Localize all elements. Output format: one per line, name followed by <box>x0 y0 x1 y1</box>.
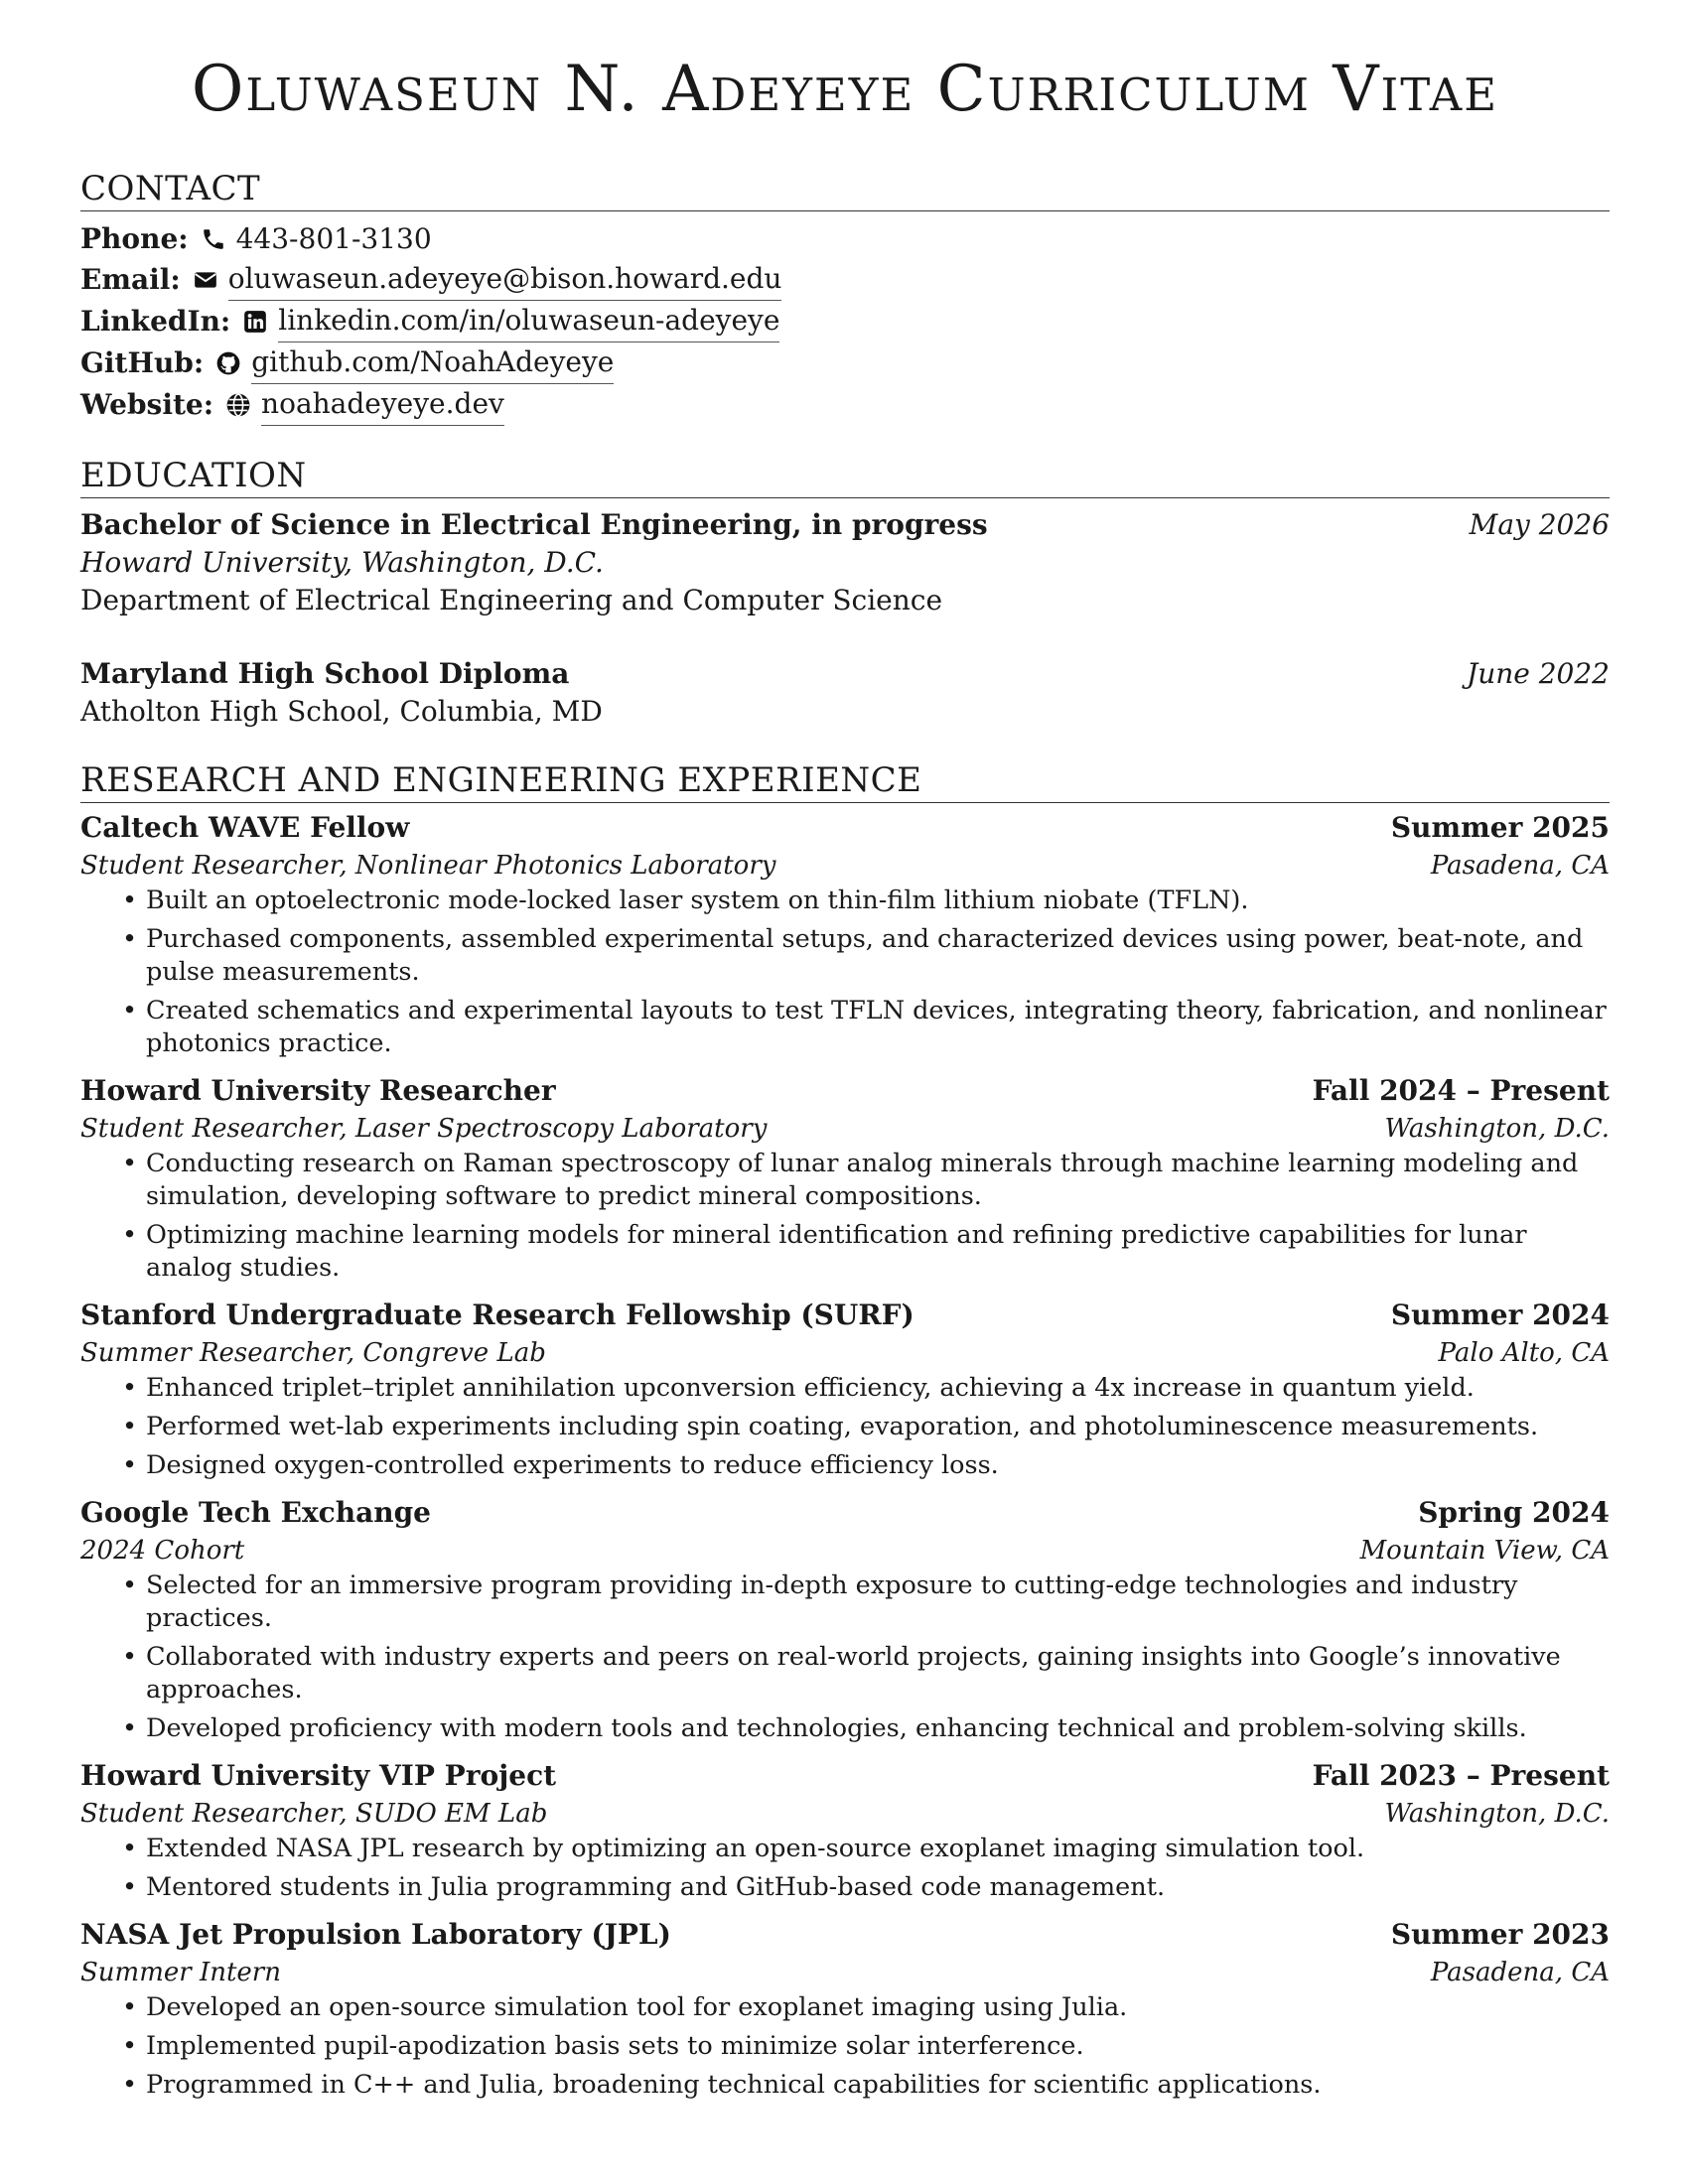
experience-entry <box>80 809 1610 1060</box>
organization: Google Tech Exchange <box>80 1496 431 1529</box>
location: Mountain View, CA <box>1359 1536 1610 1566</box>
list-item: • Extended NASA JPL research by optimizing an open-source exoplanet imaging simulation tool. <box>146 1833 1610 1865</box>
role: Student Researcher, Laser Spectroscopy Laboratory <box>80 1114 768 1144</box>
experience-subheader <box>80 1532 1610 1570</box>
list-item: • Designed oxygen-controlled experiments to reduce efficiency loss. <box>146 1449 1610 1482</box>
date: June 2022 <box>1466 657 1610 690</box>
github-icon <box>215 350 241 376</box>
experience-header <box>80 809 1610 847</box>
bullet-list <box>80 1372 1610 1482</box>
website-link[interactable]: noahadeyeye.dev <box>261 384 504 426</box>
experience-entry <box>80 1494 1610 1745</box>
date: Fall 2023 – Present <box>1312 1759 1610 1792</box>
experience-subheader <box>80 1334 1610 1372</box>
school: Atholton High School, Columbia, MD <box>80 695 603 728</box>
experience-entry <box>80 1072 1610 1285</box>
date: Fall 2024 – Present <box>1312 1074 1610 1107</box>
education-entry <box>80 655 1610 731</box>
education-entry <box>80 506 1610 619</box>
list-item: • Programmed in C++ and Julia, broadening technical capabilities for scientific applications. <box>146 2069 1610 2102</box>
experience-header <box>80 1494 1610 1532</box>
list-item: • Conducting research on Raman spectroscopy of lunar analog minerals through machine learning modeling and simulation, developing software to predict mineral compositions. <box>146 1148 1610 1213</box>
contact-label: Website: <box>80 388 214 421</box>
linkedin-icon <box>242 309 268 335</box>
date: Spring 2024 <box>1418 1496 1610 1529</box>
department: Department of Electrical Engineering and Computer Science <box>80 584 943 616</box>
contact-label: LinkedIn: <box>80 305 231 338</box>
organization: Stanford Undergraduate Research Fellowship (SURF) <box>80 1298 914 1331</box>
contact-email <box>80 259 1610 301</box>
role: Student Researcher, SUDO EM Lab <box>80 1799 548 1829</box>
experience-subheader <box>80 847 1610 885</box>
list-item: • Collaborated with industry experts and peers on real-world projects, gaining insights into Google’s innovative approaches. <box>146 1641 1610 1706</box>
list-item: • Developed an open-source simulation tool for exoplanet imaging using Julia. <box>146 1991 1610 2024</box>
experience-section <box>80 760 1610 2102</box>
list-item: • Selected for an immersive program providing in-depth exposure to cutting-edge technologies and industry practices. <box>146 1570 1610 1635</box>
envelope-icon <box>193 267 218 293</box>
section-title-contact: CONTACT <box>80 169 1610 211</box>
bullet-list <box>80 1991 1610 2102</box>
globe-icon <box>225 392 251 418</box>
page-title: Oluwaseun N. Adeyeye Curriculum Vitae <box>191 53 1499 126</box>
bullet-list <box>80 1570 1610 1745</box>
list-item: • Purchased components, assembled experimental setups, and characterized devices using power, beat-note, and pulse measurements. <box>146 923 1610 989</box>
contact-website <box>80 384 1610 426</box>
experience-header <box>80 1916 1610 1954</box>
email-link[interactable]: oluwaseun.adeyeye@bison.howard.edu <box>228 259 782 301</box>
list-item: • Created schematics and experimental layouts to test TFLN devices, integrating theory, fabrication, and nonlinear photonics practice. <box>146 995 1610 1060</box>
contact-section <box>80 169 1610 426</box>
contact-value: 443-801-3130 <box>235 222 432 255</box>
location: Washington, D.C. <box>1384 1114 1610 1144</box>
organization: Howard University VIP Project <box>80 1759 557 1792</box>
experience-header <box>80 1072 1610 1110</box>
list-item: • Performed wet-lab experiments including spin coating, evaporation, and photoluminescence measurements. <box>146 1411 1610 1443</box>
list-item: • Implemented pupil-apodization basis sets to minimize solar interference. <box>146 2030 1610 2063</box>
role: Student Researcher, Nonlinear Photonics Laboratory <box>80 851 776 881</box>
section-title-experience: RESEARCH AND ENGINEERING EXPERIENCE <box>80 760 1610 803</box>
organization: NASA Jet Propulsion Laboratory (JPL) <box>80 1918 671 1951</box>
phone-icon <box>201 226 226 252</box>
contact-linkedin <box>80 301 1610 342</box>
experience-header <box>80 1757 1610 1795</box>
github-link[interactable]: github.com/NoahAdeyeye <box>251 342 614 384</box>
experience-subheader <box>80 1110 1610 1148</box>
education-header <box>80 506 1610 544</box>
education-section <box>80 456 1610 731</box>
date: May 2026 <box>1469 508 1610 541</box>
list-item: • Enhanced triplet–triplet annihilation upconversion efficiency, achieving a 4x increase in quantum yield. <box>146 1372 1610 1405</box>
cv-page <box>80 0 1610 2114</box>
experience-entry <box>80 1757 1610 1904</box>
organization: Caltech WAVE Fellow <box>80 811 410 844</box>
contact-list <box>80 219 1610 426</box>
date: Summer 2024 <box>1390 1298 1610 1331</box>
bullet-list <box>80 885 1610 1060</box>
location: Pasadena, CA <box>1430 851 1610 881</box>
list-item: • Developed proficiency with modern tools and technologies, enhancing technical and problem-solving skills. <box>146 1712 1610 1745</box>
experience-entry <box>80 1916 1610 2102</box>
location: Pasadena, CA <box>1430 1958 1610 1987</box>
linkedin-link[interactable]: linkedin.com/in/oluwaseun-adeyeye <box>278 301 779 342</box>
contact-label: GitHub: <box>80 346 205 379</box>
experience-subheader <box>80 1954 1610 1991</box>
date: Summer 2023 <box>1390 1918 1610 1951</box>
school: Howard University, Washington, D.C. <box>80 546 604 579</box>
education-header <box>80 655 1610 693</box>
contact-phone <box>80 219 1610 259</box>
degree: Maryland High School Diploma <box>80 657 570 690</box>
contact-label: Phone: <box>80 222 189 255</box>
organization: Howard University Researcher <box>80 1074 556 1107</box>
bullet-list <box>80 1833 1610 1904</box>
location: Washington, D.C. <box>1384 1799 1610 1829</box>
experience-entry <box>80 1297 1610 1482</box>
contact-github <box>80 342 1610 384</box>
role: 2024 Cohort <box>80 1536 245 1566</box>
list-item: • Optimizing machine learning models for mineral identification and refining predictive capabilities for lunar analog studies. <box>146 1219 1610 1285</box>
list-item: • Mentored students in Julia programming and GitHub-based code management. <box>146 1871 1610 1904</box>
list-item: • Built an optoelectronic mode-locked laser system on thin-film lithium niobate (TFLN). <box>146 885 1610 917</box>
date: Summer 2025 <box>1390 811 1610 844</box>
section-title-education: EDUCATION <box>80 456 1610 498</box>
role: Summer Intern <box>80 1958 281 1987</box>
role: Summer Researcher, Congreve Lab <box>80 1338 546 1368</box>
experience-subheader <box>80 1795 1610 1833</box>
degree: Bachelor of Science in Electrical Engineering, in progress <box>80 508 988 541</box>
contact-label: Email: <box>80 263 181 296</box>
bullet-list <box>80 1148 1610 1285</box>
location: Palo Alto, CA <box>1438 1338 1610 1368</box>
experience-header <box>80 1297 1610 1334</box>
